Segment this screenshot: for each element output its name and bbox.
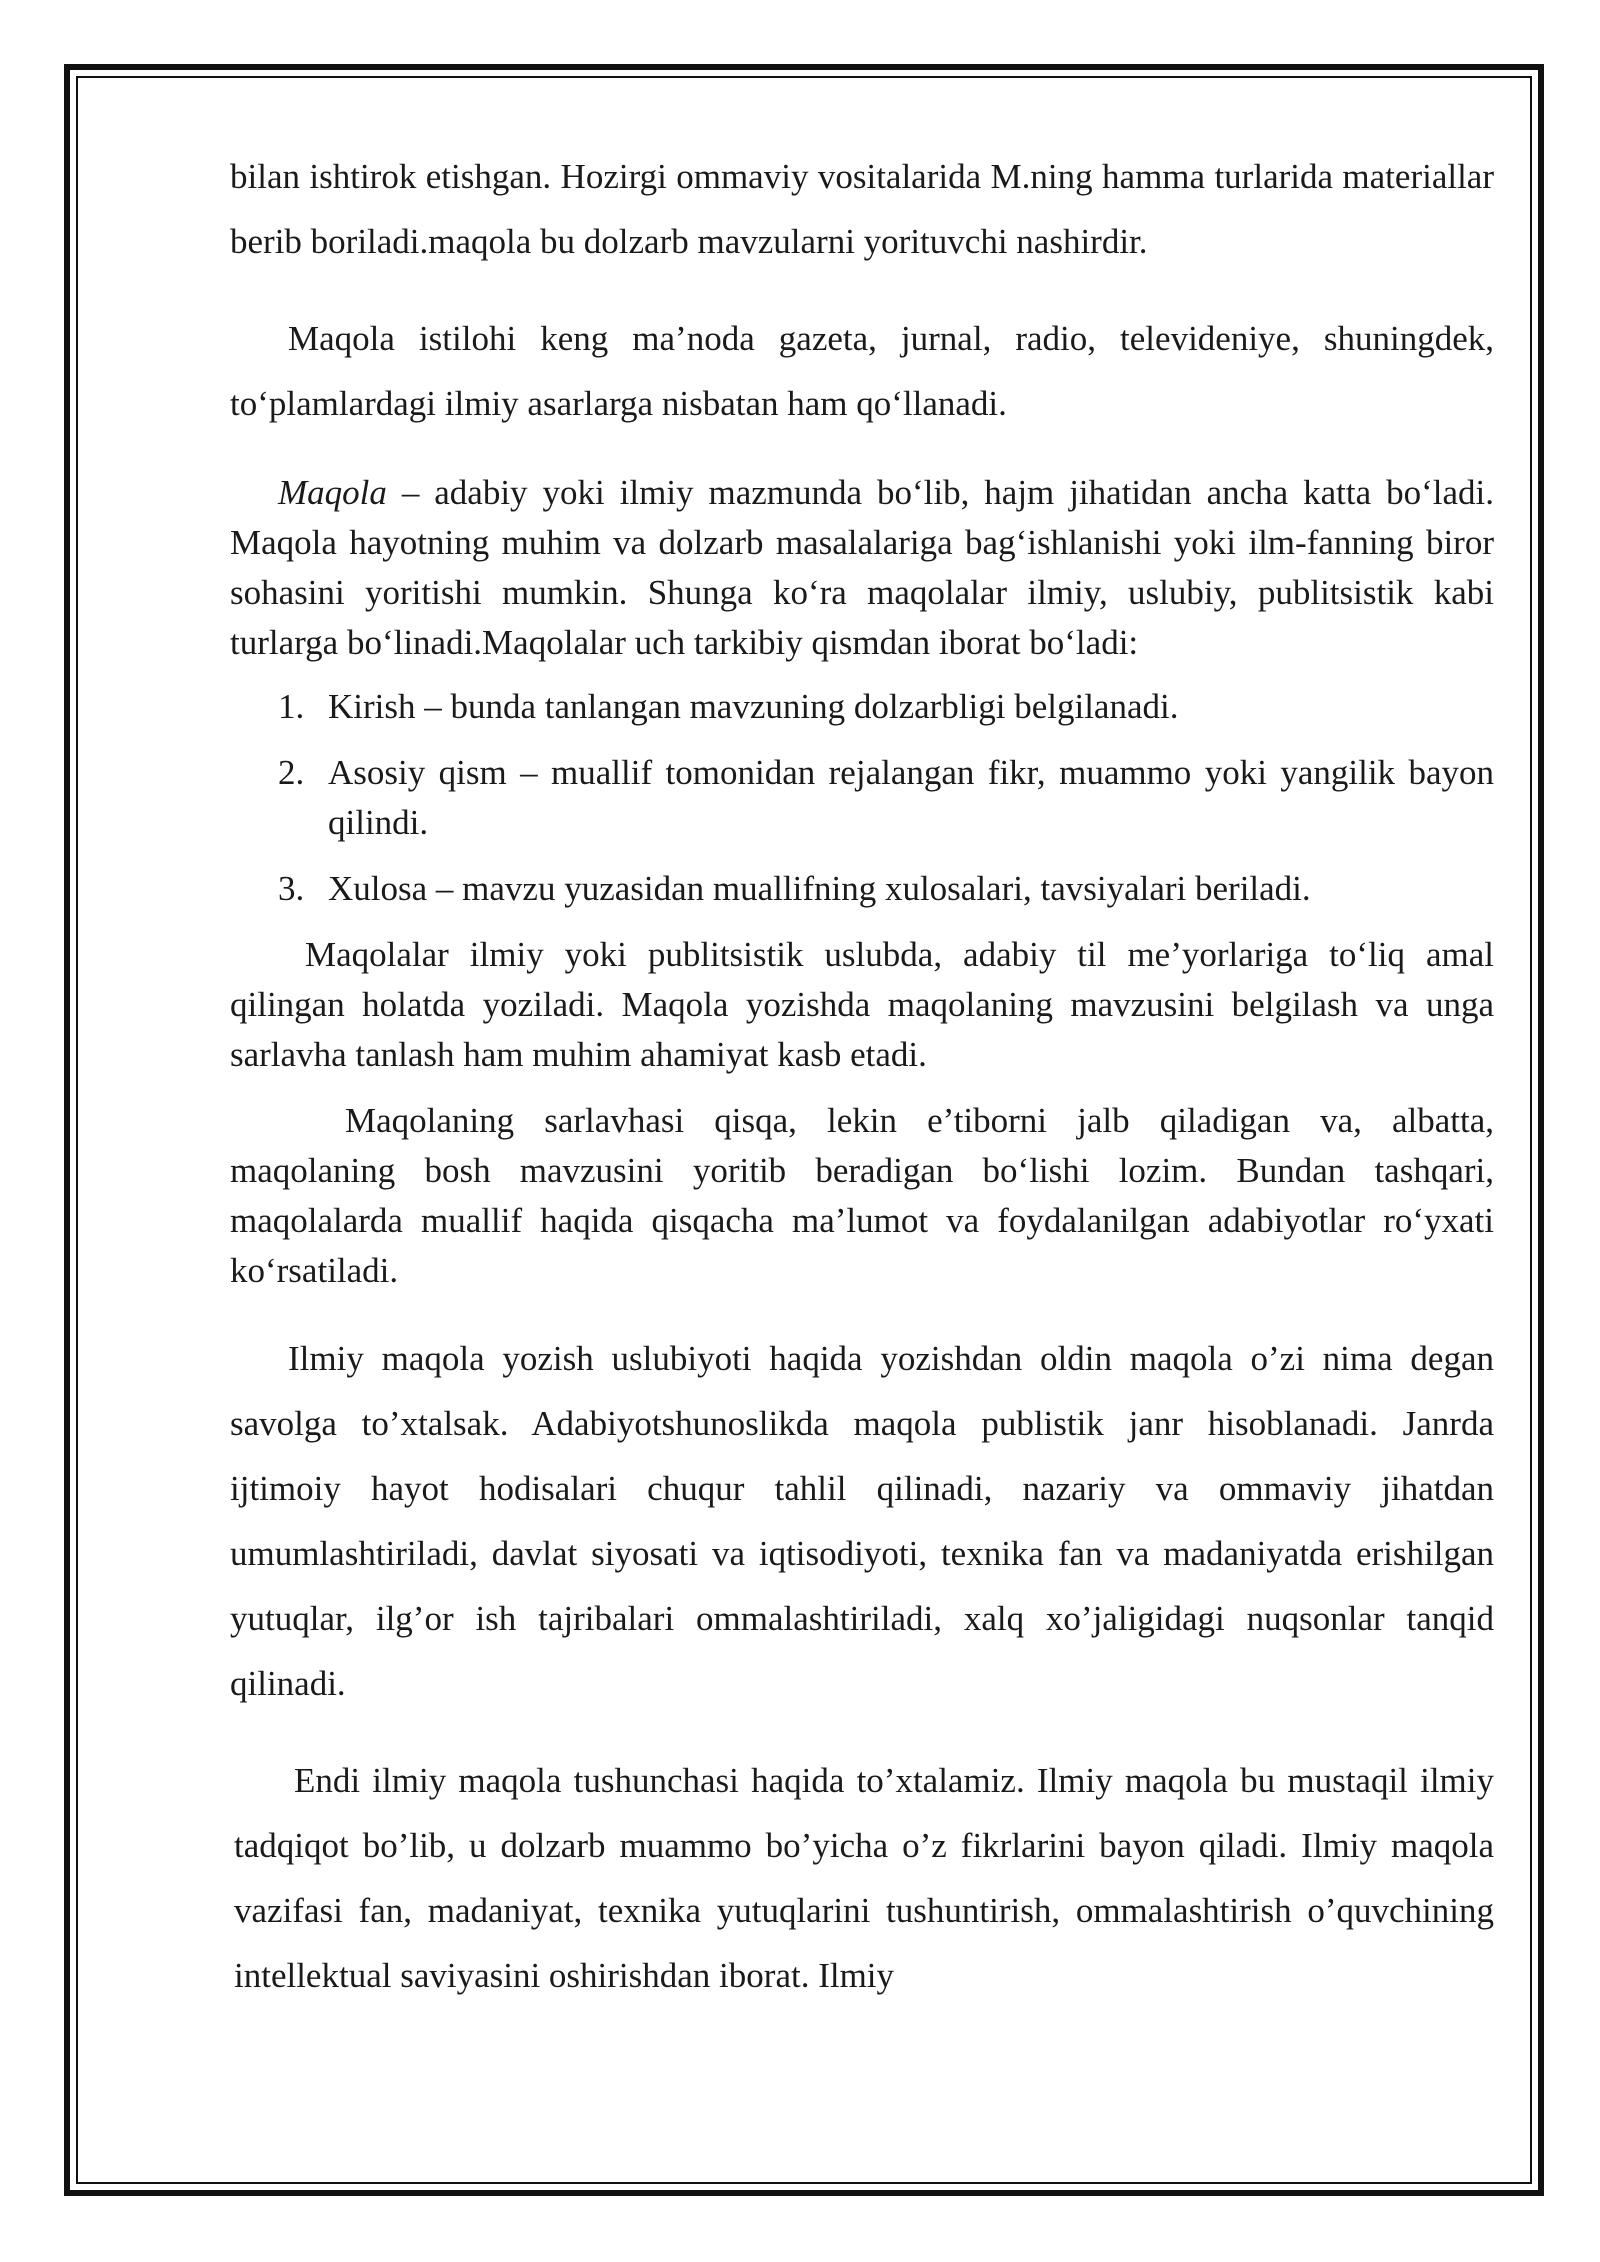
- paragraph-4: Maqolalar ilmiy yoki publitsistik uslubda, adabiy til me’yorlariga to‘liq amal qilingan holatda yoziladi. Maqola yozishda maqolaning mavzusini belgilash va unga sarlavha tanlash ham muhim ahamiyat kasb etadi.: [230, 935, 1494, 1074]
- list-item: [230, 748, 1494, 848]
- paragraph-7: Endi ilmiy maqola tushunchasi haqida to’xtalamiz. Ilmiy maqola bu mustaqil ilmiy tadqiqot bo’lib, u dolzarb muammo bo’yicha o’z fikrlarini bayon qiladi. Ilmiy maqola vazifasi fan, madaniyat, texnika yutuqlarini tushuntirish, ommalashtirish o’quvchining intellektual saviyasini oshirishdan iborat. Ilmiy: [234, 1761, 1494, 1995]
- list-item-text: Xulosa – mavzu yuzasidan muallifning xulosalari, tavsiyalari beriladi.: [328, 869, 1311, 908]
- list-item-text: Kirish – bunda tanlangan mavzuning dolzarbligi belgilanadi.: [328, 687, 1179, 726]
- paragraph-2: Maqola istilohi keng ma’noda gazeta, jurnal, radio, televideniye, shuningdek, to‘plamlardagi ilmiy asarlarga nisbatan ham qo‘llanadi.: [230, 319, 1494, 423]
- list-item-text: Asosiy qism – muallif tomonidan rejalangan fikr, muammo yoki yangilik bayon qilindi.: [328, 753, 1494, 842]
- paragraph-3-text: – adabiy yoki ilmiy mazmunda bo‘lib, hajm jihatidan ancha katta bo‘ladi. Maqola hayotning muhim va dolzarb masalalariga bag‘ishlanishi yoki ilm-fanning biror sohasini yoritishi mumkin. Shunga ko‘ra maqolalar ilmiy, uslubiy, publitsistik kabi turlarga bo‘linadi.Maqolalar uch tarkibiy qismdan iborat bo‘ladi:: [230, 473, 1494, 662]
- list-item-number: 3.: [278, 869, 305, 908]
- paragraph-5: Maqolaning sarlavhasi qisqa, lekin e’tiborni jalb qiladigan va, albatta, maqolaning bosh mavzusini yoritib beradigan bo‘lishi lozim. Bundan tashqari, maqolalarda muallif haqida qisqacha ma’lumot va foydalanilgan adabiyotlar ro‘yxati ko‘rsatiladi.: [230, 1101, 1494, 1290]
- paragraph-6: Ilmiy maqola yozish uslubiyoti haqida yozishdan oldin maqola o’zi nima degan savolga to’xtalsak. Adabiyotshunoslikda maqola publistik janr hisoblanadi. Janrda ijtimoiy hayot hodisalari chuqur tahlil qilinadi, nazariy va ommaviy jihatdan umumlashtiriladi, davlat siyosati va iqtisodiyoti, texnika fan va madaniyatda erishilgan yutuqlar, ilg’or ish tajribalari ommalashtiriladi, xalq xo’jaligidagi nuqsonlar tanqid qilinadi.: [230, 1339, 1494, 1703]
- list-item-number: 2.: [278, 753, 305, 792]
- structure-list: [230, 682, 1494, 914]
- list-item: [230, 864, 1494, 914]
- document-body: [230, 144, 1494, 2008]
- term-maqola: Maqola: [278, 473, 387, 512]
- paragraph-1: bilan ishtirok etishgan. Hozirgi ommaviy vositalarida M.ning hamma turlarida materiallar berib boriladi.maqola bu dolzarb mavzularni yorituvchi nashirdir.: [230, 157, 1494, 261]
- paragraph-3: [230, 468, 1494, 668]
- list-item-number: 1.: [278, 687, 305, 726]
- list-item: [230, 682, 1494, 732]
